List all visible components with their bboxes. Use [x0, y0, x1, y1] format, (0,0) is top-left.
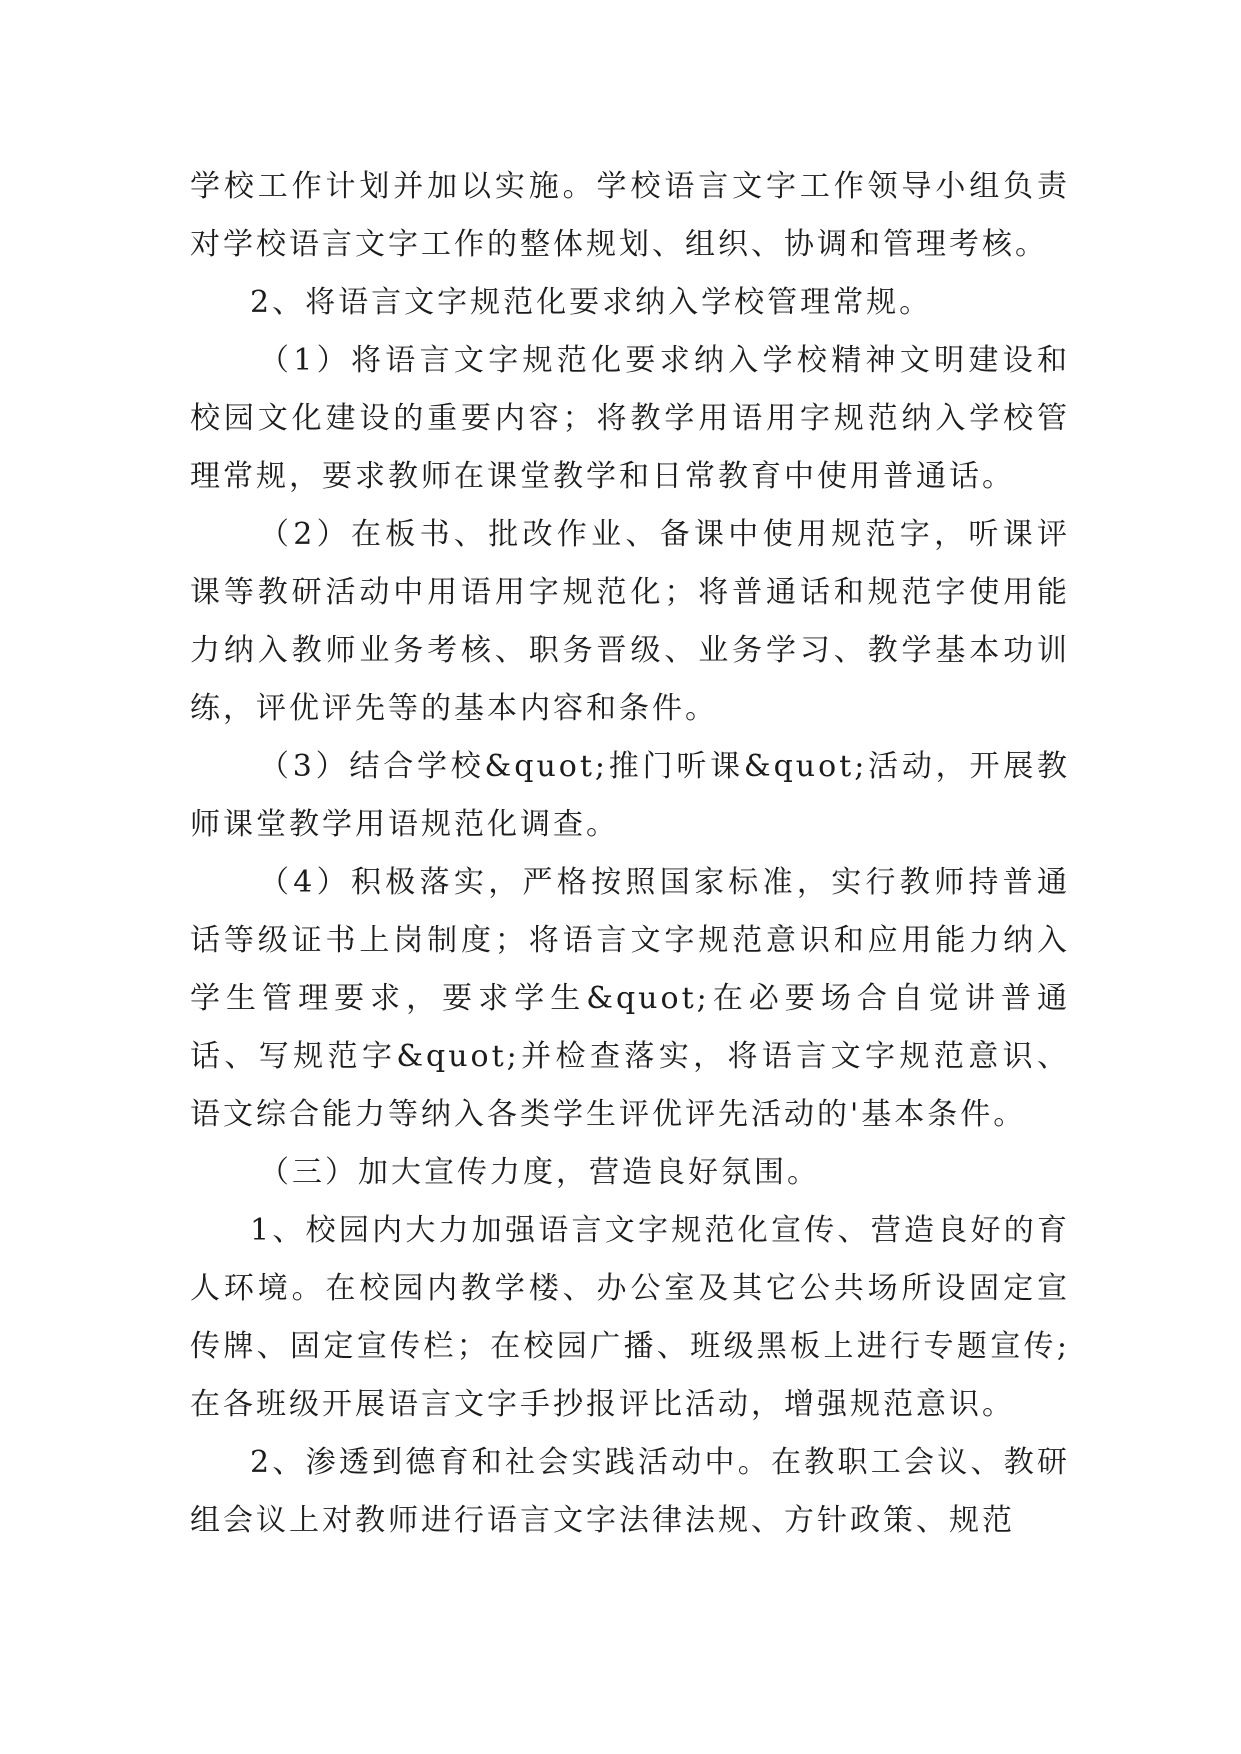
paragraph-sub-3: （3）结合学校&quot;推门听课&quot;活动，开展教师课堂教学用语规范化调查。 [190, 749, 1070, 842]
paragraph-sub-1: （1）将语言文字规范化要求纳入学校精神文明建设和校园文化建设的重要内容；将教学用语用字规范纳入学校管理常规，要求教师在课堂教学和日常教育中使用普通话。 [190, 343, 1070, 494]
paragraph-section3-item-2: 2、渗透到德育和社会实践活动中。在教职工会议、教研组会议上对教师进行语言文字法律法规、方针政策、规范 [190, 1445, 1070, 1538]
paragraph-item-2: 2、将语言文字规范化要求纳入学校管理常规。 [250, 285, 933, 320]
paragraph-sub-2: （2）在板书、批改作业、备课中使用规范字，听课评课等教研活动中用语用字规范化；将普通话和规范字使用能力纳入教师业务考核、职务晋级、业务学习、教学基本功训练，评优评先等的基本内容和条件。 [190, 517, 1070, 726]
document-body [190, 158, 1070, 1550]
section-heading-3: （三）加大宣传力度，营造良好氛围。 [259, 1155, 820, 1190]
paragraph-continued: 学校工作计划并加以实施。学校语言文字工作领导小组负责对学校语言文字工作的整体规划、组织、协调和管理考核。 [190, 169, 1070, 262]
paragraph-section3-item-1: 1、校园内大力加强语言文字规范化宣传、营造良好的育人环境。在校园内教学楼、办公室及其它公共场所设固定宣传牌、固定宣传栏；在校园广播、班级黑板上进行专题宣传; 在各班级开展语言文字手抄报评比活动，增强规范意识。 [190, 1213, 1070, 1422]
paragraph-sub-4: （4）积极落实，严格按照国家标准，实行教师持普通话等级证书上岗制度；将语言文字规范意识和应用能力纳入学生管理要求，要求学生&quot;在必要场合自觉讲普通话、写规范字&quot;并检查落实，将语言文字规范意识、语文综合能力等纳入各类学生评优评先活动的'基本条件。 [190, 865, 1070, 1132]
